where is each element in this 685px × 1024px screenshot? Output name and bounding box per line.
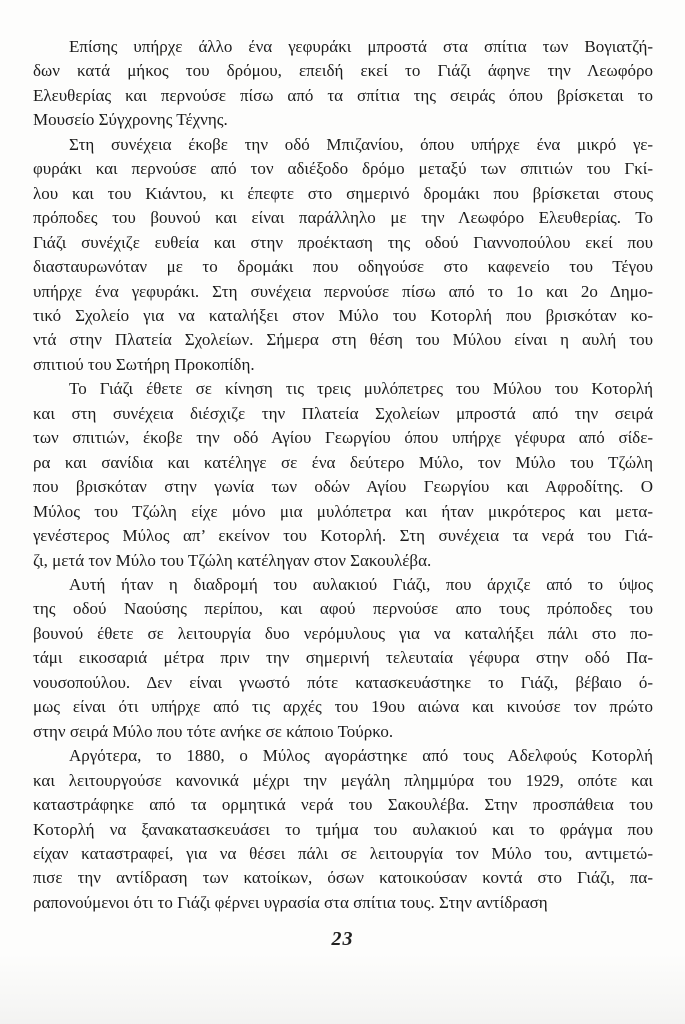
text-line: Κοτορλή να ξανακατασκευάσει το τμήμα του αυλακιού και το φράγμα που [33,819,653,839]
text-line: στην σειρά Μύλο που τότε ανήκε σε κάποιο Τούρκο. [33,721,394,741]
text-line: και στη συνέχεια διέσχιζε την Πλατεία Σχολείων μπροστά από την σειρά [33,403,653,423]
text-line: Το Γιάζι έθετε σε κίνηση τις τρεις μυλόπετρες του Μύλου του Κοτορλή [69,379,653,399]
paragraph [33,573,653,744]
text-line: Γιάζι συνέχιζε ευθεία και στην προέκταση της οδού Γιαννοπούλου εκεί που [33,232,653,252]
scan-shadow [0,954,685,1024]
text-line: των σπιτιών, έκοβε την οδό Αγίου Γεωργίου όπου υπήρχε γέφυρα από σίδε- [33,428,653,448]
text-line: διασταυρωνόταν με το δρομάκι που οδηγούσε στο καφενείο του Τέγου [33,257,653,277]
paragraph [33,377,653,573]
text-line: που βρισκόταν στην γωνία των οδών Αγίου Γεωργίου και Αφροδίτης. Ο [33,477,653,497]
text-line: πισε την αντίδραση των κατοίκων, όσων κατοικούσαν κοντά στο Γιάζι, πα- [33,868,653,888]
text-line: σπιτιού του Σωτήρη Προκοπίδη. [33,354,255,374]
text-line: ραπονούμενοι ότι το Γιάζι φέρνει υγρασία στα σπίτια τους. Στην αντίδραση [33,892,548,912]
paragraph [33,133,653,378]
text-line: τάμι εικοσαριά μέτρα πριν την σημερινή τελευταία γέφυρα στην οδό Πα- [33,648,653,668]
text-line: Ελευθερίας και περνούσε πίσω από τα σπίτια της σειράς όπου βρίσκεται το [33,85,653,105]
text-line: δων κατά μήκος του δρόμου, επειδή εκεί το Γιάζι άφηνε την Λεωφόρο [33,61,653,81]
text-line: είχαν καταστραφεί, για να θέσει πάλι σε λειτουργία τον Μύλο του, αντιμετώ- [33,843,653,863]
text-line: Αυτή ήταν η διαδρομή του αυλακιού Γιάζι, που άρχιζε από το ύψος [69,574,653,594]
text-line: πρόποδες του βουνού και είναι παράλληλο με την Λεωφόρο Ελευθερίας. Το [33,208,653,228]
text-line: Στη συνέχεια έκοβε την οδό Μπιζανίου, όπου υπήρχε ένα μικρό γε- [69,134,653,154]
text-line: τικό Σχολείο για να καταλήξει στον Μύλο του Κοτορλή που βρισκόταν κο- [33,305,653,325]
text-line: γενέστερος Μύλος απ’ εκείνον του Κοτορλή. Στη συνέχεια τα νερά του Γιά- [33,526,653,546]
text-line: καταστράφηκε από τα ορμητικά νερά του Σακουλέβα. Στην προσπάθεια του [33,795,653,815]
text-line: της οδού Ναούσης περίπου, και αφού περνούσε απο τους πρόποδες του [33,599,653,619]
text-line: Μουσείο Σύγχρονης Τέχνης. [33,110,228,130]
text-line: μως είναι ότι υπήρχε από τις αρχές του 19ου αιώνα και κινούσε τον πρώτο [33,697,653,717]
text-line: βουνού έθετε σε λειτουργία δυο νερόμυλους για να καταλήξει πάλι στο πο- [33,623,653,643]
text-line: Μύλος του Τζώλη είχε μόνο μια μυλόπετρα και ήταν μικρότερος και μετα- [33,501,653,521]
text-line: Αργότερα, το 1880, ο Μύλος αγοράστηκε από τους Αδελφούς Κοτορλή [69,746,653,766]
text-line: νουσοπούλου. Δεν είναι γνωστό πότε κατασκευάστηκε το Γιάζι, βέβαιο ό- [33,672,653,692]
text-line: ζι, μετά τον Μύλο του Τζώλη κατέληγαν στον Σακουλέβα. [33,550,432,570]
text-line: και λειτουργούσε κανονικά μέχρι την μεγάλη πλημμύρα του 1929, οπότε και [33,770,653,790]
text-line: λου και του Κιάντου, κι έπεφτε στο σημερινό δρομάκι που βρίσκεται στους [33,183,653,203]
text-line: Επίσης υπήρχε άλλο ένα γεφυράκι μπροστά στα σπίτια των Βογιατζή- [69,37,653,56]
page-number: 23 [331,928,354,951]
text-line: ντά στην Πλατεία Σχολείων. Σήμερα στη θέση του Μύλου είναι η αυλή του [33,330,653,350]
paragraph [33,744,653,915]
paragraph [33,35,653,133]
text-line: ρα και σανίδια και κατέληγε σε ένα δεύτερο Μύλο, τον Μύλο του Τζώλη [33,452,653,472]
text-line: φυράκι και περνούσε από τον αδιέξοδο δρόμο μεταξύ των σπιτιών του Γκί- [33,159,653,179]
text-line: υπήρχε ένα γεφυράκι. Στη συνέχεια περνούσε πίσω από το 1ο και 2ο Δημο- [33,281,653,301]
